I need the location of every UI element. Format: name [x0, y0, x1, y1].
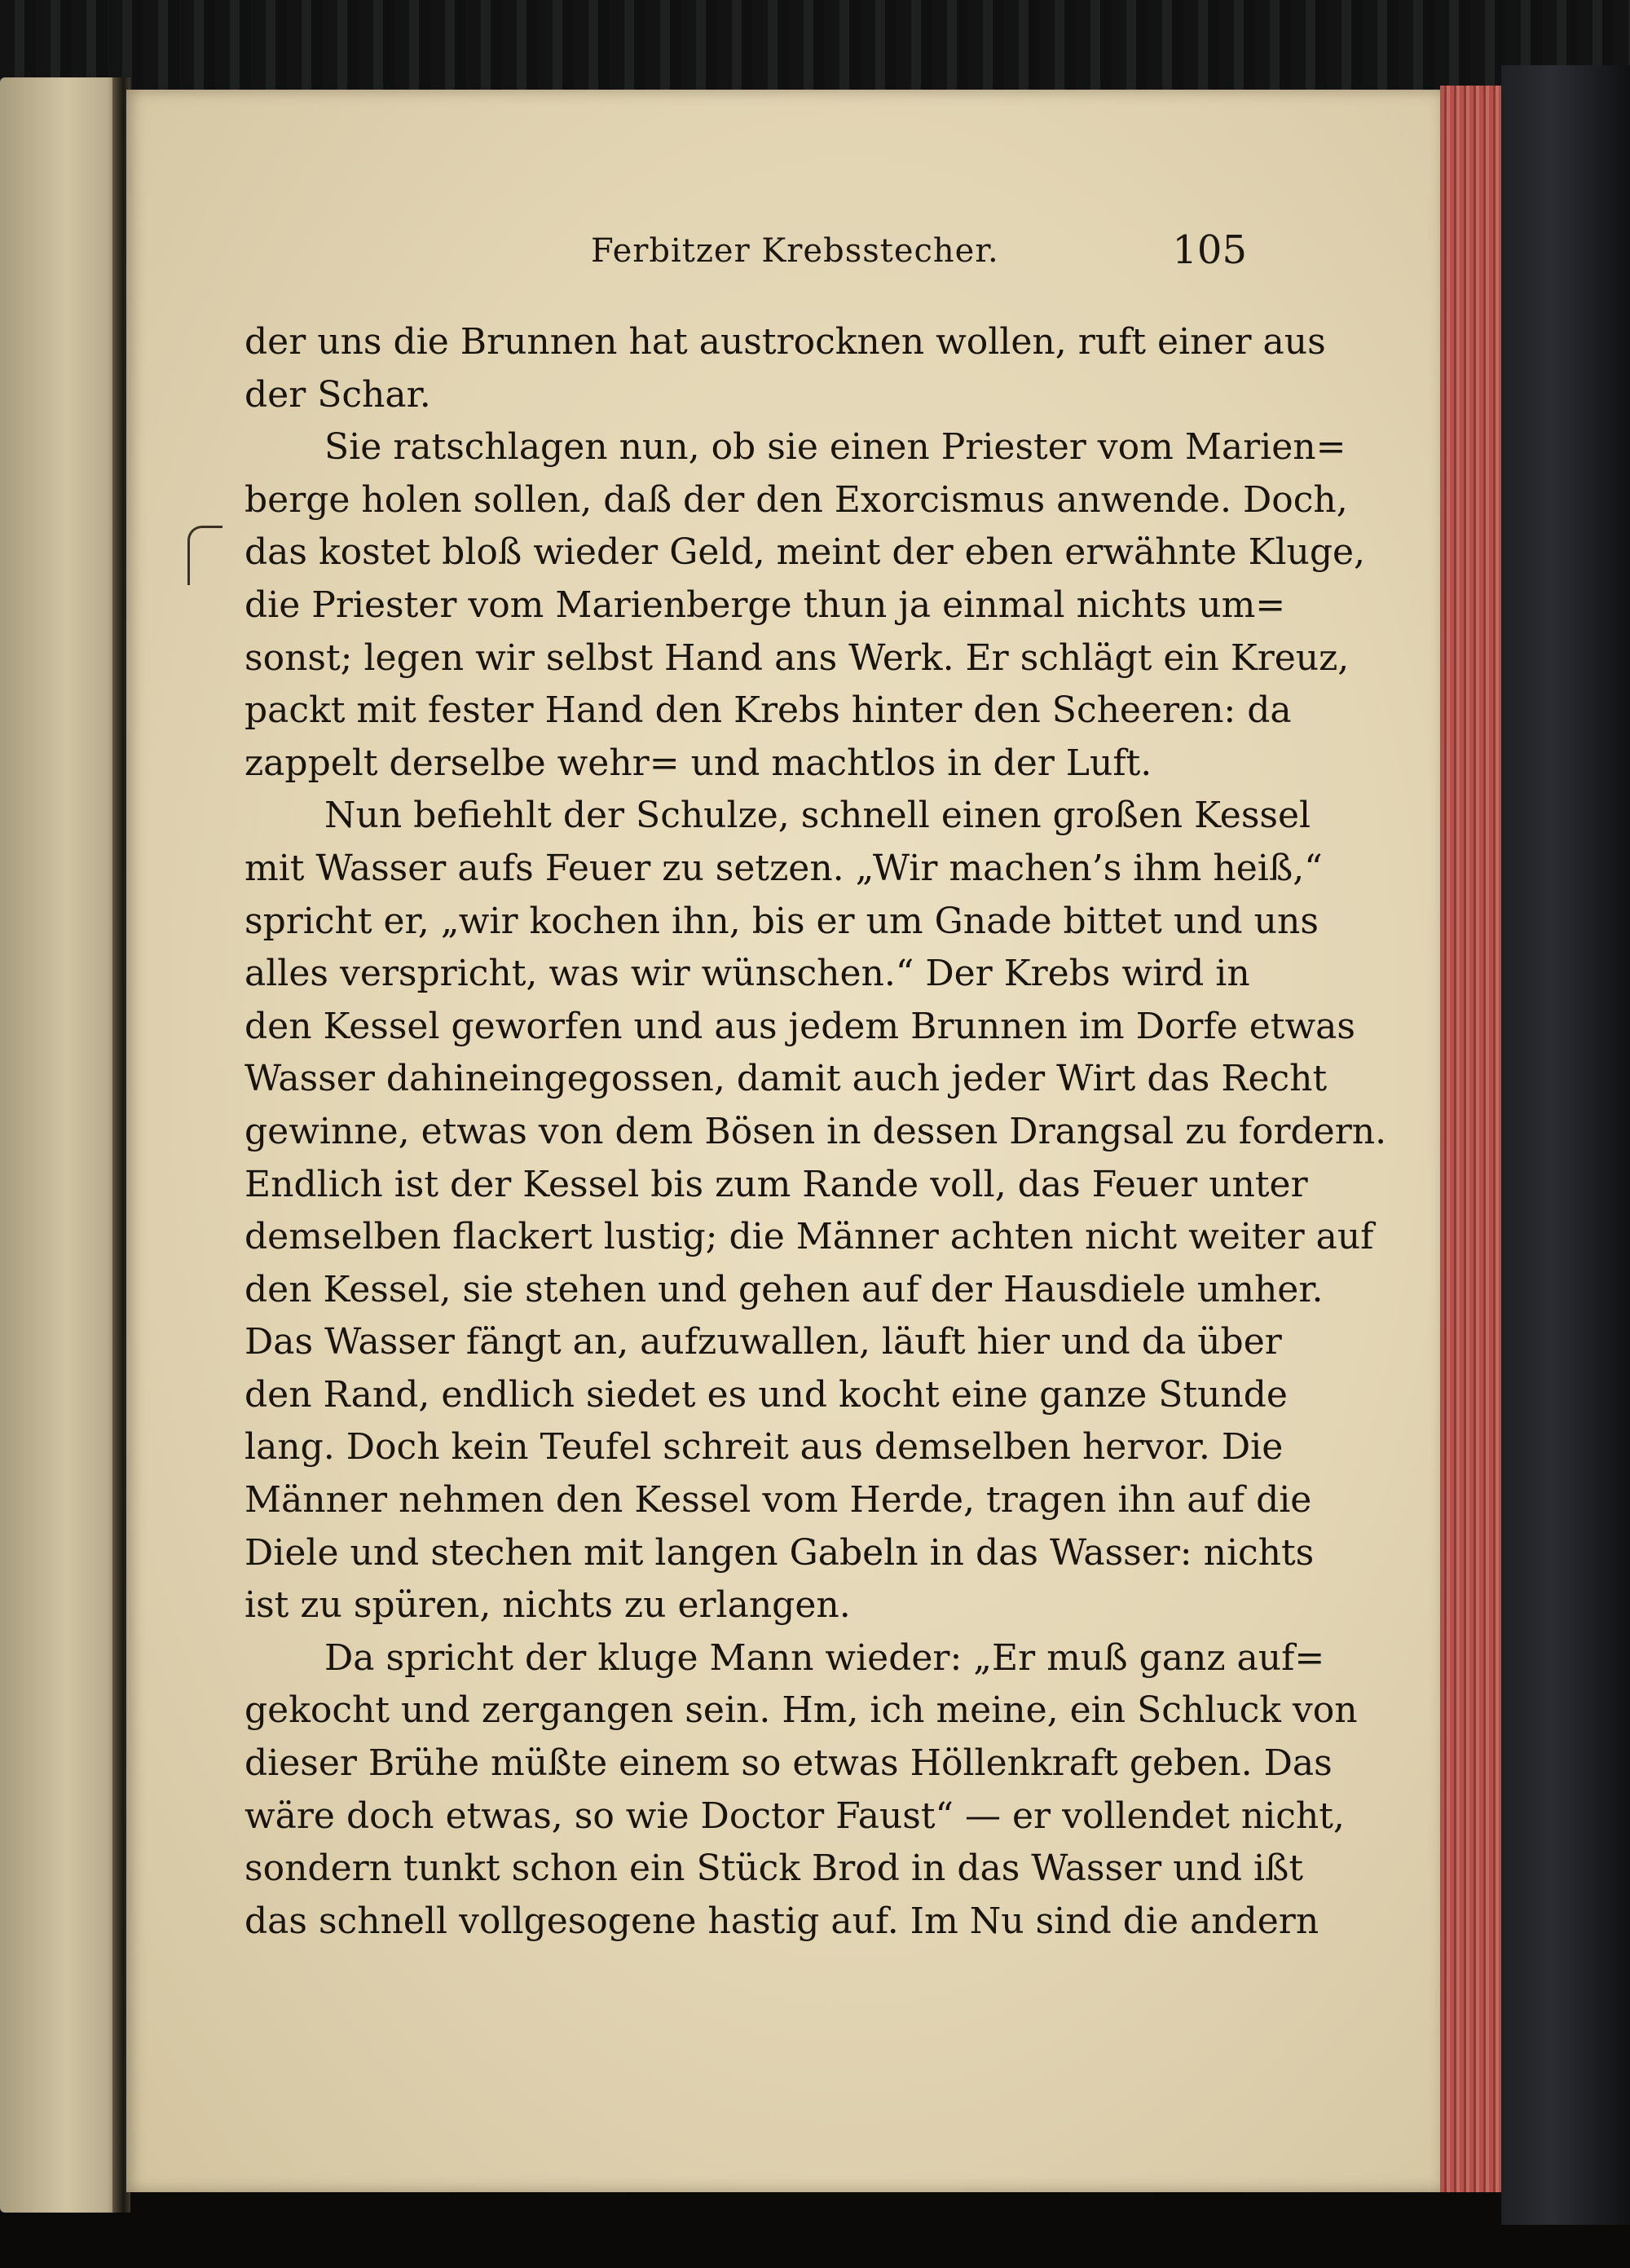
- page-header: [244, 227, 1247, 281]
- book-cover-right: [1501, 65, 1630, 2225]
- text-line: Nun befiehlt der Schulze, schnell einen großen Kessel: [324, 795, 1311, 837]
- text-line: spricht er, „wir kochen ihn, bis er um Gnade bittet und uns: [244, 900, 1319, 942]
- text-line: den Kessel, sie stehen und gehen auf der Hausdiele umher.: [244, 1268, 1324, 1310]
- text-line: dieser Brühe müßte einem so etwas Höllenkraft geben. Das: [244, 1742, 1333, 1785]
- text-line: der uns die Brunnen hat austrocknen wollen, ruft einer aus: [244, 321, 1326, 363]
- text-line: sonst; legen wir selbst Hand ans Werk. Er schlägt ein Kreuz,: [244, 636, 1350, 679]
- text-line: alles verspricht, was wir wünschen.“ Der Krebs wird in: [244, 953, 1250, 995]
- page-number: 105: [1172, 227, 1247, 273]
- text-line: lang. Doch kein Teufel schreit aus demselben hervor. Die: [244, 1426, 1284, 1469]
- text-line: der Schar.: [244, 373, 431, 416]
- left-page-edge: [0, 77, 122, 2213]
- text-line: das kostet bloß wieder Geld, meint der eben erwähnte Kluge,: [244, 531, 1366, 574]
- text-line: das schnell vollgesogene hastig auf. Im Nu sind die andern: [244, 1900, 1319, 1942]
- text-line: zappelt derselbe wehr= und machtlos in der Luft.: [244, 742, 1152, 784]
- text-line: Wasser dahineingegossen, damit auch jeder Wirt das Recht: [244, 1058, 1328, 1100]
- text-line: gekocht und zergangen sein. Hm, ich meine, ein Schluck von: [244, 1689, 1358, 1732]
- book-binding-top: [0, 0, 1630, 98]
- running-title: Ferbitzer Krebsstecher.: [591, 232, 999, 270]
- text-line: ist zu spüren, nichts zu erlangen.: [244, 1584, 851, 1627]
- text-line: packt mit fester Hand den Krebs hinter den Scheeren: da: [244, 689, 1292, 732]
- text-line: sondern tunkt schon ein Stück Brod in das Wasser und ißt: [244, 1847, 1304, 1890]
- text-line: Das Wasser fängt an, aufzuwallen, läuft hier und da über: [244, 1321, 1282, 1363]
- text-line: Männer nehmen den Kessel vom Herde, tragen ihn auf die: [244, 1479, 1312, 1522]
- text-line: Diele und stechen mit langen Gabeln in das Wasser: nichts: [244, 1531, 1315, 1574]
- text-line: Sie ratschlagen nun, ob sie einen Priester vom Marien=: [324, 426, 1346, 469]
- page-edges-red: [1440, 86, 1501, 2192]
- text-line: demselben flackert lustig; die Männer achten nicht weiter auf: [244, 1216, 1374, 1258]
- pencil-mark: [187, 526, 222, 585]
- text-line: wäre doch etwas, so wie Doctor Faust“ — er vollendet nicht,: [244, 1795, 1345, 1837]
- text-line: mit Wasser aufs Feuer zu setzen. „Wir machen’s ihm heiß,“: [244, 847, 1323, 889]
- text-line: Da spricht der kluge Mann wieder: „Er muß ganz auf=: [324, 1636, 1325, 1679]
- text-line: den Kessel geworfen und aus jedem Brunnen im Dorfe etwas: [244, 1005, 1355, 1047]
- text-line: den Rand, endlich siedet es und kocht eine ganze Stunde: [244, 1373, 1288, 1416]
- body-text: [244, 316, 1387, 1948]
- text-line: die Priester vom Marienberge thun ja einmal nichts um=: [244, 584, 1286, 626]
- text-line: Endlich ist der Kessel bis zum Rande voll, das Feuer unter: [244, 1163, 1308, 1205]
- text-line: berge holen sollen, daß der den Exorcismus anwende. Doch,: [244, 478, 1348, 521]
- text-line: gewinne, etwas von dem Bösen in dessen Drangsal zu fordern.: [244, 1110, 1387, 1152]
